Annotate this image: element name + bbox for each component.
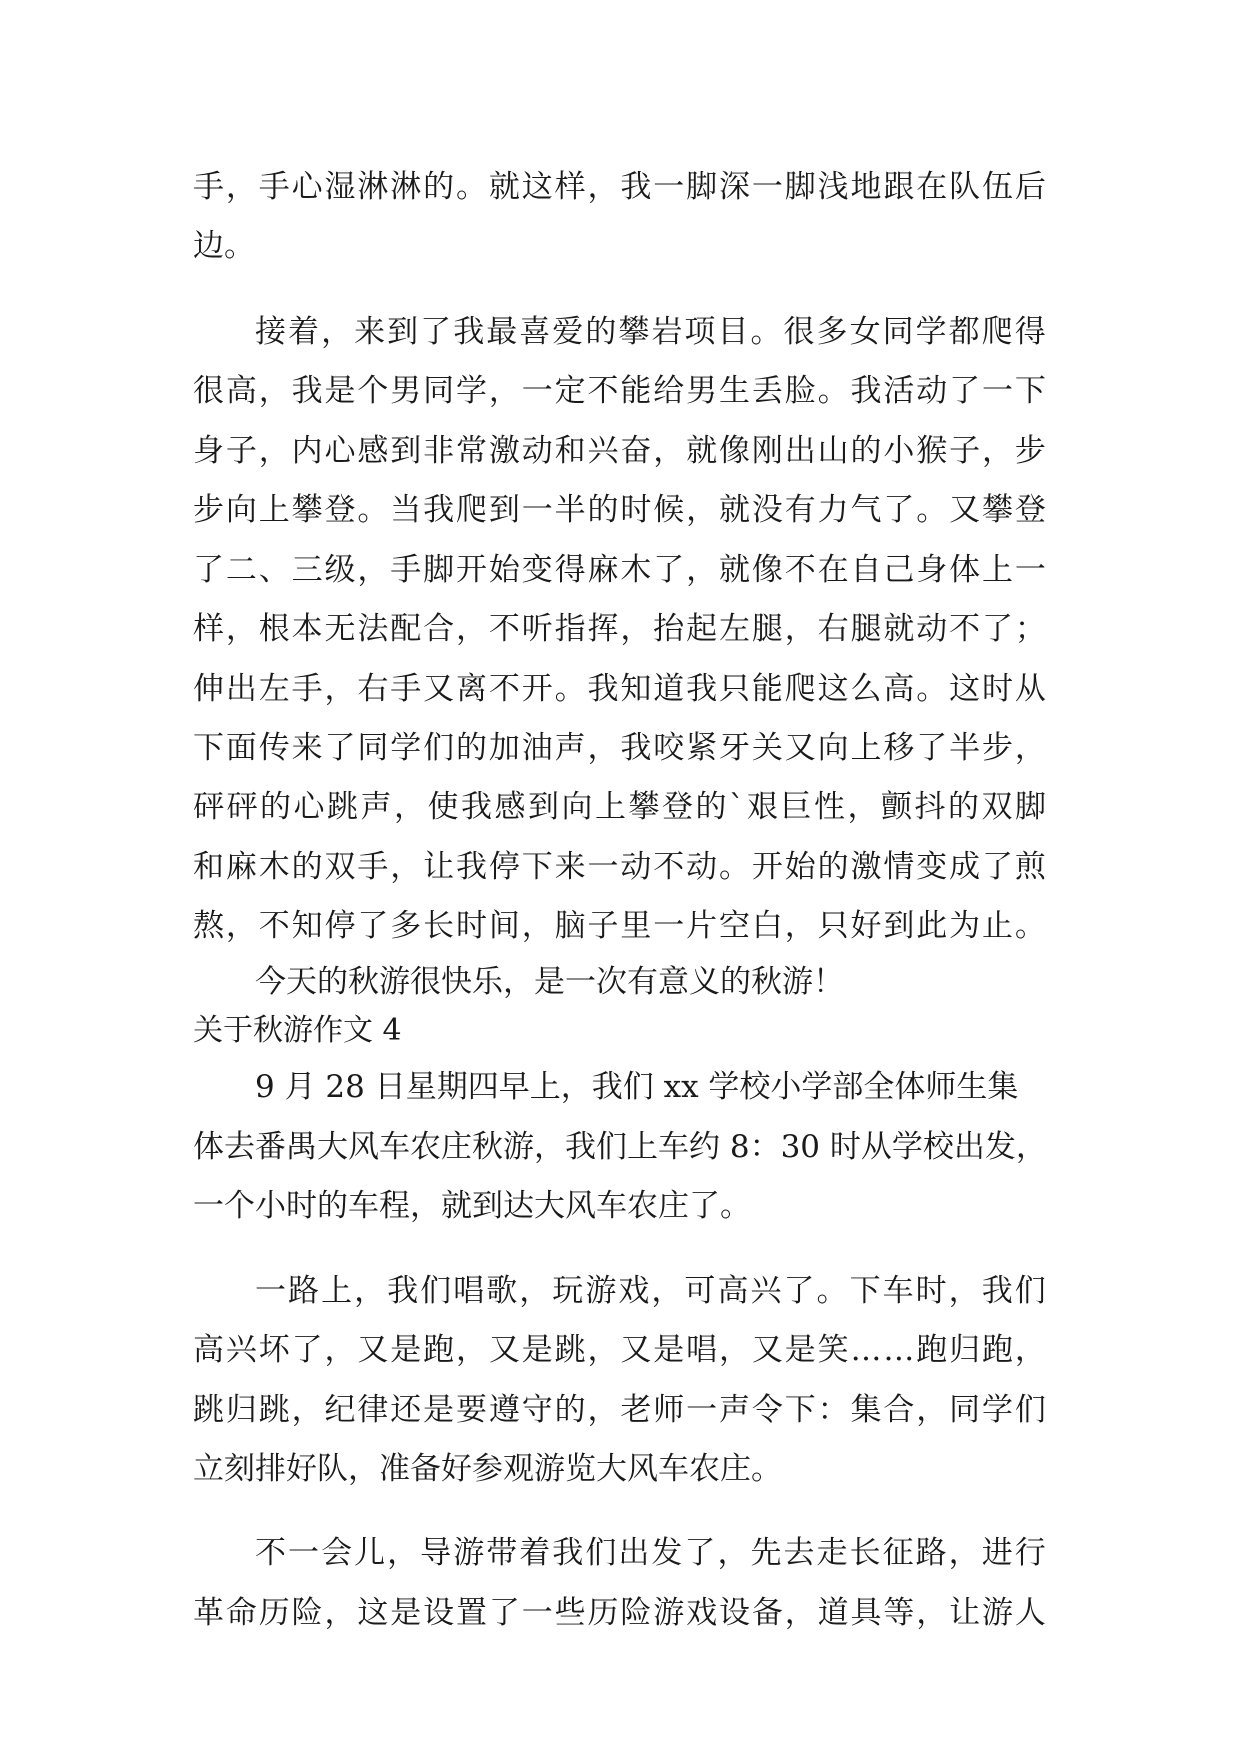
text-line: 跳 归 跳 ， 纪 律 还 是 要 遵 守 的 ， 老 师 一 声 令 下 ： 集 合 ， 同 学 们 bbox=[193, 1392, 1046, 1428]
text-line: 伸 出 左 手 ， 右 手 又 离 不 开 。 我 知 道 我 只 能 爬 这 么 高 。 这 时 从 bbox=[193, 671, 1046, 707]
text-line: 今天的秋游很快乐，是一次有意义的秋游！ bbox=[255, 964, 844, 1000]
text-line: 接 着 ， 来 到 了 我 最 喜 爱 的 攀 岩 项 目 。 很 多 女 同 学 都 爬 得 bbox=[255, 314, 1046, 350]
text-line: 很 高 ， 我 是 个 男 同 学 ， 一 定 不 能 给 男 生 丢 脸 。 我 活 动 了 一 下 bbox=[193, 373, 1046, 409]
text-line: 高 兴 坏 了 ， 又 是 跑 ， 又 是 跳 ， 又 是 唱 ， 又 是 笑 … … 跑 归 跑 ， bbox=[193, 1332, 1046, 1368]
text-line: 不 一 会 儿 ， 导 游 带 着 我 们 出 发 了 ， 先 去 走 长 征 路 ， 进 行 bbox=[255, 1535, 1046, 1571]
text-line: 9 月 28 日星期四早上，我们 xx 学校小学部全体师生集 bbox=[255, 1069, 1019, 1105]
text-line: 边。 bbox=[193, 228, 255, 264]
text-line: 下 面 传 来 了 同 学 们 的 加 油 声 ， 我 咬 紧 牙 关 又 向 上 移 了 半 步 ， bbox=[193, 730, 1046, 766]
text-line: 体去番禺大风车农庄秋游，我们上车约 8：30 时从学校出发， bbox=[193, 1129, 1047, 1165]
text-line: 立刻排好队，准备好参观游览大风车农庄。 bbox=[193, 1451, 782, 1487]
text-line: 了 二 、 三 级 ， 手 脚 开 始 变 得 麻 木 了 ， 就 像 不 在 自 己 身 体 上 一 bbox=[193, 552, 1046, 588]
text-line: 一个小时的车程，就到达大风车农庄了。 bbox=[193, 1188, 751, 1224]
text-line: 样 ， 根 本 无 法 配 合 ， 不 听 指 挥 ， 抬 起 左 腿 ， 右 腿 就 动 不 了 ； bbox=[193, 611, 1046, 647]
text-line: 身 子 ， 内 心 感 到 非 常 激 动 和 兴 奋 ， 就 像 刚 出 山 的 小 猴 子 ， 步 bbox=[193, 433, 1046, 469]
text-line: 熬 ， 不 知 停 了 多 长 时 间 ， 脑 子 里 一 片 空 白 ， 只 好 到 此 为 止 。 bbox=[193, 908, 1046, 944]
section-heading: 关于秋游作文 4 bbox=[193, 1013, 402, 1048]
text-line: 革 命 历 险 ， 这 是 设 置 了 一 些 历 险 游 戏 设 备 ， 道 具 等 ， 让 游 人 bbox=[193, 1595, 1046, 1631]
text-line: 和 麻 木 的 双 手 ， 让 我 停 下 来 一 动 不 动 。 开 始 的 激 情 变 成 了 煎 bbox=[193, 849, 1046, 885]
text-line: 一 路 上 ， 我 们 唱 歌 ， 玩 游 戏 ， 可 高 兴 了 。 下 车 时 ， 我 们 bbox=[255, 1273, 1046, 1309]
text-line: 步 向 上 攀 登 。 当 我 爬 到 一 半 的 时 候 ， 就 没 有 力 气 了 。 又 攀 登 bbox=[193, 492, 1046, 528]
text-line: 手 ， 手 心 湿 淋 淋 的 。 就 这 样 ， 我 一 脚 深 一 脚 浅 地 跟 在 队 伍 后 bbox=[193, 169, 1046, 205]
text-line: 砰 砰 的 心 跳 声 ， 使 我 感 到 向 上 攀 登 的 ` 艰 巨 性 ， 颤 抖 的 双 脚 bbox=[193, 789, 1046, 825]
